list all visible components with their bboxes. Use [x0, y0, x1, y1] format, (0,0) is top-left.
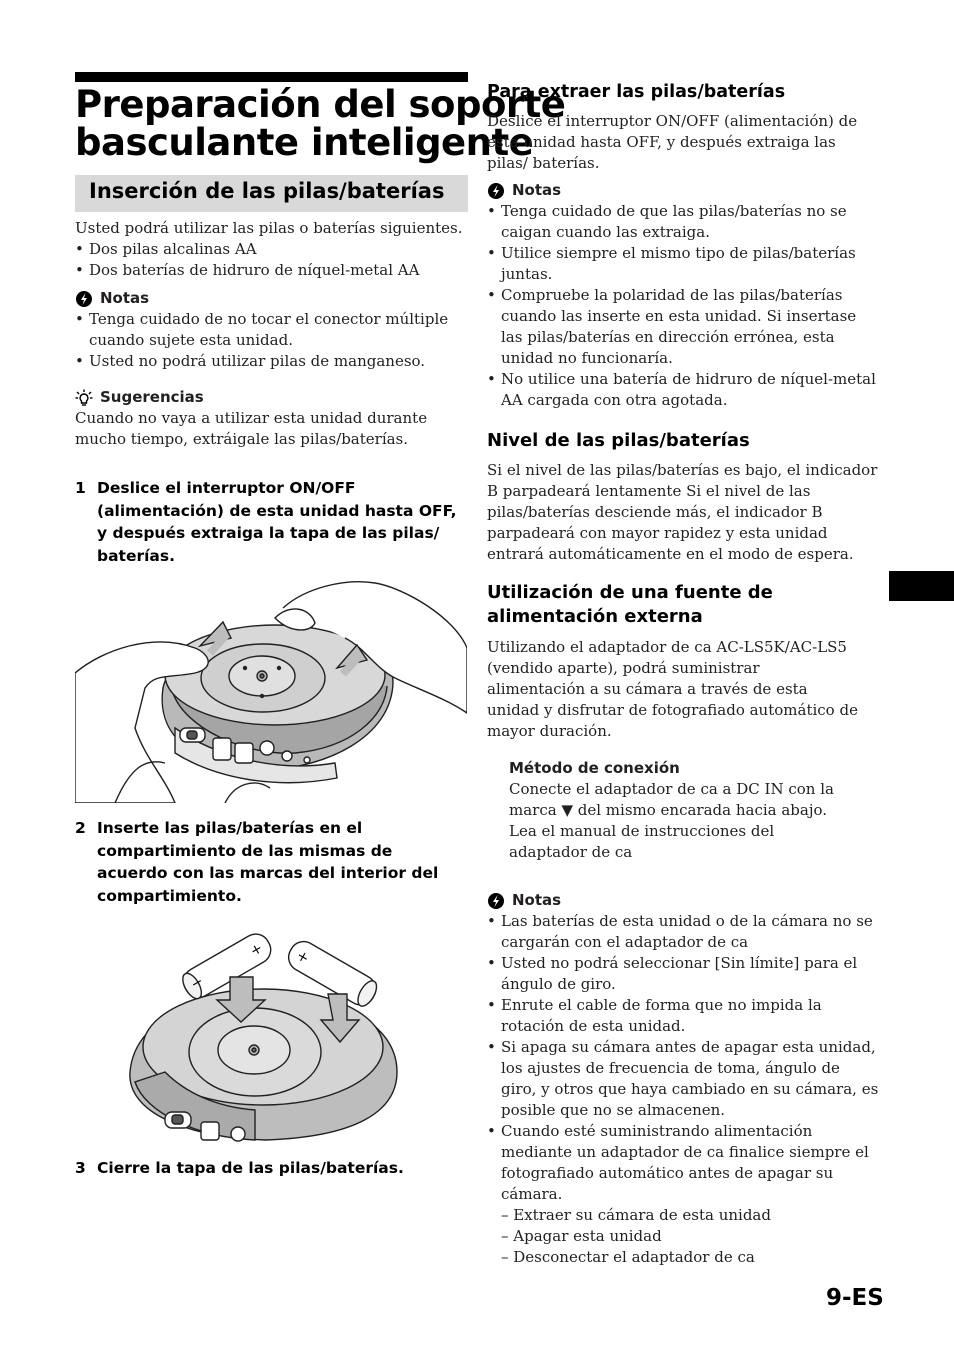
list-item: • Si apaga su cámara antes de apagar esta unidad, los ajustes de frecuencia de toma, ángulo de giro, y otros que haya cambiado en su cámara, es posible que no se almacenen. — [487, 1038, 879, 1119]
step-2: 2 Inserte las pilas/baterías en el compartimiento de las mismas de acuerdo con las marcas del interior del compartimiento. — [75, 819, 439, 905]
svg-text:+: + — [247, 940, 266, 960]
list-item: • Usted no podrá utilizar pilas de manganeso. — [75, 352, 426, 370]
title-rule — [75, 72, 468, 82]
insert-batteries-illustration — [125, 922, 403, 1144]
step-1: 1 Deslice el interruptor ON/OFF (alimentación) de esta unidad hasta OFF, y después extraiga la tapa de las pilas/ baterías. — [75, 479, 457, 565]
dash-item: – Desconectar el adaptador de ca — [501, 1248, 755, 1266]
dash-item: – Extraer su cámara de esta unidad — [501, 1206, 771, 1224]
tips-block — [75, 387, 435, 450]
tips-heading: Sugerencias — [75, 387, 435, 408]
svg-text:+: + — [293, 947, 312, 968]
battery-level-text: Si el nivel de las pilas/baterías es bajo, el indicador B parpadeará lentamente Si el nivel de las pilas/baterías desciende más, el indicador B parpadeará con mayor rapidez y esta unidad entrará automáticamente en el modo de espera. — [487, 461, 878, 563]
intro-text: Usted podrá utilizar las pilas o baterías siguientes. — [75, 219, 463, 237]
notes-heading: Notas — [75, 288, 468, 309]
connection-method-text: Conecte el adaptador de ca a DC IN con la marca ▼ del mismo encarada hacia abajo. Lea el manual de instrucciones del adaptador de ca — [509, 780, 834, 861]
remove-heading: Para extraer las pilas/baterías — [487, 82, 786, 102]
list-item: • Utilice siempre el mismo tipo de pilas/baterías juntas. — [487, 244, 856, 283]
section-tab — [889, 571, 954, 601]
connection-method-heading: Método de conexión — [509, 759, 680, 777]
dash-item: – Apagar esta unidad — [501, 1227, 662, 1245]
page-number: 9-ES — [826, 1285, 884, 1311]
list-item: • Enrute el cable de forma que no impida la rotación de esta unidad. — [487, 996, 822, 1035]
step-3: 3 Cierre la tapa de las pilas/baterías. — [75, 1159, 404, 1177]
page-title-line1: Preparación del soporte — [75, 83, 566, 126]
external-power-text: Utilizando el adaptador de ca AC-LS5K/AC-LS5 (vendido aparte), podrá suministrar alimentación a su cámara a través de esta unidad y disfrutar de fotografiado automático de mayor duración. — [487, 638, 858, 740]
list-item: • Dos baterías de hidruro de níquel-metal AA — [75, 261, 420, 279]
caution-icon — [487, 892, 505, 910]
list-item: • Dos pilas alcalinas AA — [75, 240, 257, 258]
section-title: Inserción de las pilas/baterías — [89, 179, 445, 203]
caution-icon — [487, 182, 505, 200]
page-title-line2: basculante inteligente — [75, 121, 534, 164]
svg-text:−: − — [188, 973, 207, 993]
notes-heading: Notas — [487, 890, 879, 911]
caution-icon — [75, 290, 93, 308]
tips-text: Cuando no vaya a utilizar esta unidad durante mucho tiempo, extráigale las pilas/baterías. — [75, 409, 428, 448]
notes-heading: Notas — [487, 180, 877, 201]
battery-level-heading: Nivel de las pilas/baterías — [487, 430, 750, 451]
list-item: • No utilice una batería de hidruro de níquel-metal AA cargada con otra agotada. — [487, 370, 876, 409]
list-item: • Las baterías de esta unidad o de la cámara no se cargarán con el adaptador de ca — [487, 912, 873, 951]
notes-block-right-2 — [487, 890, 879, 1268]
list-item: • Compruebe la polaridad de las pilas/baterías cuando las inserte en esta unidad. Si insertase las pilas/baterías en dirección errónea, esta unidad no funcionaría. — [487, 286, 857, 367]
list-item: • Cuando esté suministrando alimentación mediante un adaptador de ca finalice siempre el fotografiado automático antes de apagar su cámara. — [487, 1122, 869, 1203]
battery-intro-block — [75, 218, 468, 281]
lightbulb-icon — [75, 389, 93, 407]
remove-text: Deslice el interruptor ON/OFF (alimentación) de esta unidad hasta OFF, y después extraiga las pilas/ baterías. — [487, 112, 858, 172]
remove-cover-illustration — [75, 578, 467, 803]
list-item: • Tenga cuidado de no tocar el conector múltiple cuando sujete esta unidad. — [75, 310, 449, 349]
dash-list — [487, 1205, 879, 1268]
external-power-heading: Utilización de una fuente de alimentación externa — [487, 582, 773, 627]
list-item: • Tenga cuidado de que las pilas/baterías no se caigan cuando las extraiga. — [487, 202, 847, 241]
notes-block-right-1 — [487, 180, 877, 411]
list-item: • Usted no podrá seleccionar [Sin límite] para el ángulo de giro. — [487, 954, 858, 993]
notes-block-left — [75, 288, 468, 372]
